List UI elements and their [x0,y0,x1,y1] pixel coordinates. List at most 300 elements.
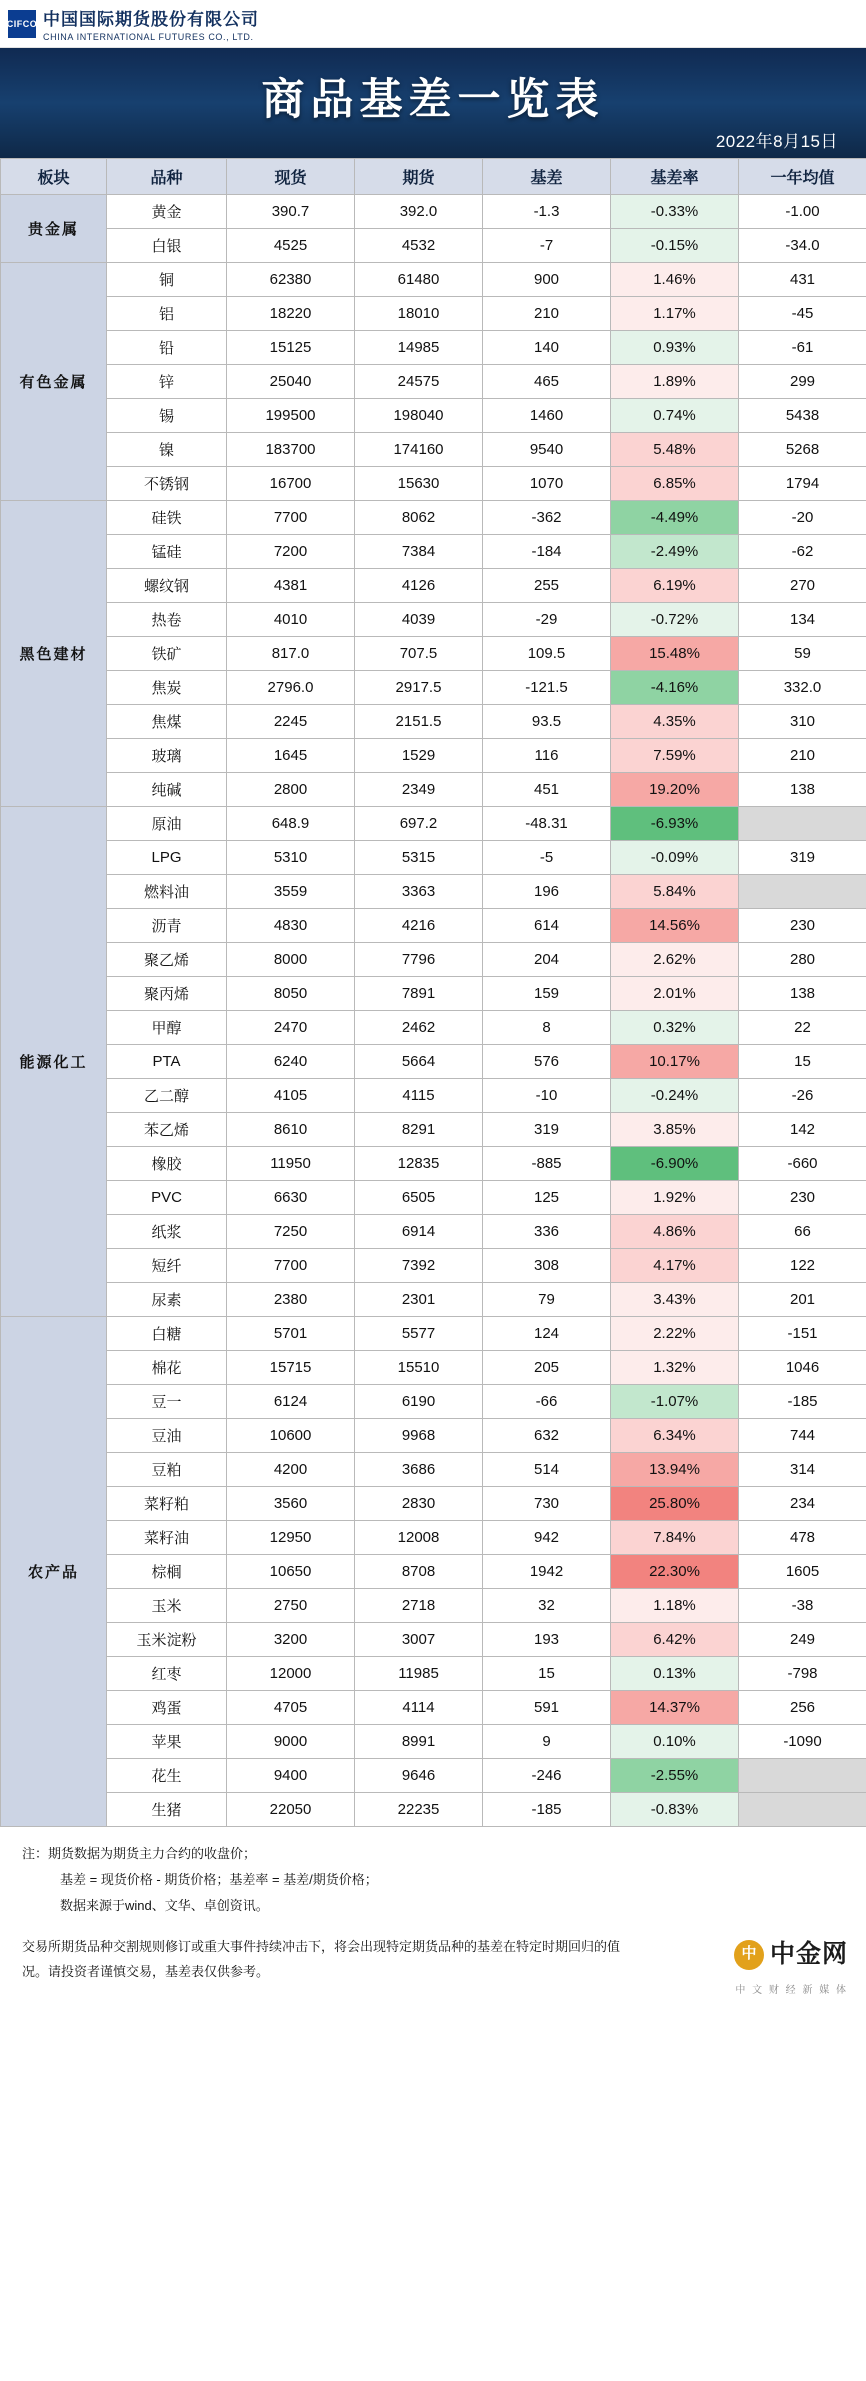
spot-cell: 1645 [227,739,355,773]
variety-cell: 不锈钢 [107,467,227,501]
report-date: 2022年8月15日 [715,132,838,151]
variety-cell: 棕榈 [107,1555,227,1589]
footer-block [0,1929,866,2010]
variety-cell: 甲醇 [107,1011,227,1045]
futures-cell: 9968 [355,1419,483,1453]
year-average-cell: 134 [739,603,866,637]
year-average-cell: -20 [739,501,866,535]
futures-cell: 14985 [355,331,483,365]
year-average-cell: 1605 [739,1555,866,1589]
variety-cell: 燃料油 [107,875,227,909]
table-row [1,671,866,705]
spot-cell: 2750 [227,1589,355,1623]
year-average-cell: 319 [739,841,866,875]
basis-cell: 196 [483,875,611,909]
table-row [1,263,866,297]
year-average-cell: 22 [739,1011,866,1045]
table-row [1,1181,866,1215]
table-row [1,739,866,773]
basis-rate-cell: 0.10% [611,1725,739,1759]
futures-cell: 6190 [355,1385,483,1419]
table-row [1,807,866,841]
header-basis: 基差 [483,159,611,195]
variety-cell: 螺纹钢 [107,569,227,603]
header-sector: 板块 [1,159,107,195]
company-name-en: CHINA INTERNATIONAL FUTURES CO., LTD. [43,32,254,42]
year-average-cell: 431 [739,263,866,297]
spot-cell: 3559 [227,875,355,909]
spot-cell: 8050 [227,977,355,1011]
basis-cell: 900 [483,263,611,297]
year-average-cell [739,807,866,841]
futures-cell: 15630 [355,467,483,501]
spot-cell: 11950 [227,1147,355,1181]
variety-cell: 橡胶 [107,1147,227,1181]
spot-cell: 4200 [227,1453,355,1487]
variety-cell: 焦煤 [107,705,227,739]
variety-cell: 白银 [107,229,227,263]
variety-cell: 铁矿 [107,637,227,671]
table-row [1,1419,866,1453]
futures-cell: 6505 [355,1181,483,1215]
variety-cell: 铜 [107,263,227,297]
futures-cell: 2301 [355,1283,483,1317]
basis-cell: 15 [483,1657,611,1691]
futures-cell: 8991 [355,1725,483,1759]
variety-cell: 热卷 [107,603,227,637]
company-logo: CIFCO [8,10,36,38]
futures-cell: 2462 [355,1011,483,1045]
sector-cell: 黑色建材 [1,501,107,807]
futures-cell: 4115 [355,1079,483,1113]
spot-cell: 390.7 [227,195,355,229]
header-year-avg: 一年均值 [739,159,866,195]
spot-cell: 12950 [227,1521,355,1555]
year-average-cell: 230 [739,909,866,943]
futures-cell: 5664 [355,1045,483,1079]
spot-cell: 2800 [227,773,355,807]
basis-cell: 576 [483,1045,611,1079]
futures-cell: 697.2 [355,807,483,841]
variety-cell: 菜籽油 [107,1521,227,1555]
note-line-2: 基差 = 现货价格 - 期货价格；基差率 = 基差/期货价格； [60,1872,378,1887]
year-average-cell: -61 [739,331,866,365]
footer-line-1: 交易所期货品种交割规则修订或重大事件持续冲击下，将会出现特定期货品种的基差在特定时期回归的值 [22,1939,621,1954]
sector-cell: 有色金属 [1,263,107,501]
table-row [1,331,866,365]
table-row [1,1045,866,1079]
spot-cell: 4105 [227,1079,355,1113]
table-header [1,159,866,195]
spot-cell: 7250 [227,1215,355,1249]
basis-rate-cell: -4.16% [611,671,739,705]
variety-cell: 纯碱 [107,773,227,807]
basis-cell: -29 [483,603,611,637]
basis-rate-cell: 14.56% [611,909,739,943]
basis-cell: -246 [483,1759,611,1793]
spot-cell: 4525 [227,229,355,263]
basis-cell: -184 [483,535,611,569]
variety-cell: 豆粕 [107,1453,227,1487]
table-row [1,229,866,263]
basis-cell: 116 [483,739,611,773]
variety-cell: 锡 [107,399,227,433]
header-row [1,159,866,195]
basis-cell: -362 [483,501,611,535]
variety-cell: 硅铁 [107,501,227,535]
basis-rate-cell: 3.43% [611,1283,739,1317]
page-title: 商品基差一览表 [261,76,605,124]
futures-cell: 6914 [355,1215,483,1249]
table-row [1,1555,866,1589]
futures-cell: 2349 [355,773,483,807]
spot-cell: 2796.0 [227,671,355,705]
basis-rate-cell: 0.74% [611,399,739,433]
variety-cell: 沥青 [107,909,227,943]
table-row [1,1249,866,1283]
futures-cell: 7891 [355,977,483,1011]
variety-cell: 花生 [107,1759,227,1793]
spot-cell: 12000 [227,1657,355,1691]
futures-cell: 1529 [355,739,483,773]
futures-cell: 5577 [355,1317,483,1351]
basis-rate-cell: 6.42% [611,1623,739,1657]
futures-cell: 11985 [355,1657,483,1691]
basis-cell: 632 [483,1419,611,1453]
variety-cell: 白糖 [107,1317,227,1351]
basis-rate-cell: 6.34% [611,1419,739,1453]
basis-rate-cell: 4.86% [611,1215,739,1249]
variety-cell: 玉米 [107,1589,227,1623]
spot-cell: 15125 [227,331,355,365]
year-average-cell: -38 [739,1589,866,1623]
year-average-cell: 478 [739,1521,866,1555]
variety-cell: 聚乙烯 [107,943,227,977]
basis-rate-cell: 0.32% [611,1011,739,1045]
table-row [1,943,866,977]
basis-rate-cell: 0.13% [611,1657,739,1691]
basis-rate-cell: 2.01% [611,977,739,1011]
title-banner [0,48,866,158]
futures-cell: 2718 [355,1589,483,1623]
sector-cell: 农产品 [1,1317,107,1827]
futures-cell: 2917.5 [355,671,483,705]
basis-cell: 255 [483,569,611,603]
table-row [1,1487,866,1521]
basis-cell: 109.5 [483,637,611,671]
variety-cell: 尿素 [107,1283,227,1317]
year-average-cell: -62 [739,535,866,569]
year-average-cell: -45 [739,297,866,331]
table-row [1,467,866,501]
futures-cell: 4039 [355,603,483,637]
basis-cell: -121.5 [483,671,611,705]
futures-cell: 2830 [355,1487,483,1521]
basis-rate-cell: 22.30% [611,1555,739,1589]
basis-rate-cell: -1.07% [611,1385,739,1419]
site-logo-mark: 中 [734,1940,764,1970]
basis-rate-cell: 1.32% [611,1351,739,1385]
table-row [1,1657,866,1691]
table-row [1,1623,866,1657]
basis-cell: -7 [483,229,611,263]
table-row [1,297,866,331]
basis-cell: 451 [483,773,611,807]
spot-cell: 648.9 [227,807,355,841]
table-row [1,501,866,535]
header-variety: 品种 [107,159,227,195]
year-average-cell: 138 [739,977,866,1011]
basis-cell: 614 [483,909,611,943]
basis-rate-cell: 14.37% [611,1691,739,1725]
basis-rate-cell: -0.83% [611,1793,739,1827]
variety-cell: 铝 [107,297,227,331]
basis-cell: 591 [483,1691,611,1725]
spot-cell: 5310 [227,841,355,875]
variety-cell: 豆油 [107,1419,227,1453]
table-row [1,1283,866,1317]
futures-cell: 8708 [355,1555,483,1589]
spot-cell: 7700 [227,501,355,535]
spot-cell: 4830 [227,909,355,943]
basis-rate-cell: 0.93% [611,331,739,365]
table-row [1,433,866,467]
futures-cell: 8062 [355,501,483,535]
futures-cell: 4114 [355,1691,483,1725]
spot-cell: 4010 [227,603,355,637]
table-row [1,1351,866,1385]
table-row [1,399,866,433]
table-row [1,535,866,569]
basis-cell: -66 [483,1385,611,1419]
futures-cell: 22235 [355,1793,483,1827]
spot-cell: 4705 [227,1691,355,1725]
basis-rate-cell: 5.48% [611,433,739,467]
year-average-cell: -660 [739,1147,866,1181]
year-average-cell: -26 [739,1079,866,1113]
basis-cell: -5 [483,841,611,875]
spot-cell: 2245 [227,705,355,739]
variety-cell: 红枣 [107,1657,227,1691]
year-average-cell: 280 [739,943,866,977]
basis-cell: 32 [483,1589,611,1623]
variety-cell: 焦炭 [107,671,227,705]
company-name-block [43,5,259,42]
note-line-3: 数据来源于wind、文华、卓创资讯。 [60,1898,269,1913]
year-average-cell: -34.0 [739,229,866,263]
table-row [1,1691,866,1725]
table-row [1,569,866,603]
basis-rate-cell: -6.90% [611,1147,739,1181]
basis-cell: 124 [483,1317,611,1351]
spot-cell: 9000 [227,1725,355,1759]
spot-cell: 5701 [227,1317,355,1351]
year-average-cell: 314 [739,1453,866,1487]
futures-cell: 7796 [355,943,483,977]
basis-rate-cell: 2.22% [611,1317,739,1351]
year-average-cell: 234 [739,1487,866,1521]
spot-cell: 16700 [227,467,355,501]
spot-cell: 6240 [227,1045,355,1079]
year-average-cell: 142 [739,1113,866,1147]
table-row [1,1385,866,1419]
variety-cell: 菜籽粕 [107,1487,227,1521]
year-average-cell [739,1759,866,1793]
table-row [1,705,866,739]
futures-cell: 61480 [355,263,483,297]
sector-cell: 贵金属 [1,195,107,263]
variety-cell: 铅 [107,331,227,365]
basis-cell: 730 [483,1487,611,1521]
basis-rate-cell: -2.55% [611,1759,739,1793]
year-average-cell: 122 [739,1249,866,1283]
site-logo-name: 中金网 [769,1939,848,1968]
spot-cell: 2470 [227,1011,355,1045]
spot-cell: 6630 [227,1181,355,1215]
futures-cell: 4532 [355,229,483,263]
spot-cell: 4381 [227,569,355,603]
table-row [1,773,866,807]
note-line-1: 注：期货数据为期货主力合约的收盘价； [22,1846,257,1861]
futures-cell: 12835 [355,1147,483,1181]
variety-cell: 乙二醇 [107,1079,227,1113]
basis-cell: 1070 [483,467,611,501]
variety-cell: PTA [107,1045,227,1079]
basis-cell: 9 [483,1725,611,1759]
table-row [1,841,866,875]
year-average-cell: -185 [739,1385,866,1419]
spot-cell: 7200 [227,535,355,569]
basis-rate-cell: 4.35% [611,705,739,739]
year-average-cell: 201 [739,1283,866,1317]
basis-rate-cell: 5.84% [611,875,739,909]
table-row [1,1113,866,1147]
year-average-cell: 230 [739,1181,866,1215]
basis-rate-cell: 6.85% [611,467,739,501]
year-average-cell: -798 [739,1657,866,1691]
basis-rate-cell: 1.18% [611,1589,739,1623]
futures-cell: 8291 [355,1113,483,1147]
basis-cell: 93.5 [483,705,611,739]
sector-cell: 能源化工 [1,807,107,1317]
basis-cell: 336 [483,1215,611,1249]
basis-rate-cell: 2.62% [611,943,739,977]
basis-cell: 942 [483,1521,611,1555]
spot-cell: 8000 [227,943,355,977]
variety-cell: 锌 [107,365,227,399]
variety-cell: 短纤 [107,1249,227,1283]
spot-cell: 10650 [227,1555,355,1589]
table-row [1,1793,866,1827]
variety-cell: 黄金 [107,195,227,229]
basis-cell: 193 [483,1623,611,1657]
table-row [1,365,866,399]
basis-rate-cell: 1.89% [611,365,739,399]
basis-cell: 210 [483,297,611,331]
basis-cell: 159 [483,977,611,1011]
variety-cell: 苹果 [107,1725,227,1759]
basis-cell: 1460 [483,399,611,433]
basis-rate-cell: 19.20% [611,773,739,807]
basis-cell: 204 [483,943,611,977]
variety-cell: 镍 [107,433,227,467]
basis-rate-cell: 10.17% [611,1045,739,1079]
basis-cell: 308 [483,1249,611,1283]
basis-cell: 8 [483,1011,611,1045]
variety-cell: 纸浆 [107,1215,227,1249]
spot-cell: 817.0 [227,637,355,671]
site-logo-sub: 中 文 财 经 新 媒 体 [735,1985,848,1997]
basis-rate-cell: -6.93% [611,807,739,841]
brand-bar [0,0,866,48]
year-average-cell: 332.0 [739,671,866,705]
variety-cell: LPG [107,841,227,875]
spot-cell: 8610 [227,1113,355,1147]
futures-cell: 3686 [355,1453,483,1487]
spot-cell: 199500 [227,399,355,433]
futures-cell: 12008 [355,1521,483,1555]
basis-cell: -885 [483,1147,611,1181]
basis-cell: -10 [483,1079,611,1113]
company-name-cn: 中国国际期货股份有限公司 [43,10,259,29]
table-row [1,195,866,229]
spot-cell: 6124 [227,1385,355,1419]
basis-cell: -1.3 [483,195,611,229]
header-futures: 期货 [355,159,483,195]
futures-cell: 2151.5 [355,705,483,739]
futures-cell: 392.0 [355,195,483,229]
year-average-cell: 299 [739,365,866,399]
futures-cell: 174160 [355,433,483,467]
basis-rate-cell: -0.33% [611,195,739,229]
year-average-cell: 138 [739,773,866,807]
year-average-cell: 15 [739,1045,866,1079]
basis-rate-cell: -2.49% [611,535,739,569]
basis-cell: -185 [483,1793,611,1827]
basis-rate-cell: 1.17% [611,297,739,331]
basis-cell: 205 [483,1351,611,1385]
basis-cell: 1942 [483,1555,611,1589]
year-average-cell: 1046 [739,1351,866,1385]
basis-rate-cell: 6.19% [611,569,739,603]
table-row [1,875,866,909]
year-average-cell [739,875,866,909]
spot-cell: 9400 [227,1759,355,1793]
basis-cell: 125 [483,1181,611,1215]
year-average-cell: 310 [739,705,866,739]
futures-cell: 15510 [355,1351,483,1385]
spot-cell: 3200 [227,1623,355,1657]
basis-rate-cell: 1.46% [611,263,739,297]
basis-rate-cell: 1.92% [611,1181,739,1215]
year-average-cell: 5438 [739,399,866,433]
basis-rate-cell: 13.94% [611,1453,739,1487]
basis-cell: 319 [483,1113,611,1147]
table-row [1,1079,866,1113]
spot-cell: 3560 [227,1487,355,1521]
basis-cell: 140 [483,331,611,365]
year-average-cell: 256 [739,1691,866,1725]
year-average-cell: 66 [739,1215,866,1249]
year-average-cell: 210 [739,739,866,773]
basis-rate-cell: -0.24% [611,1079,739,1113]
variety-cell: 锰硅 [107,535,227,569]
futures-cell: 7384 [355,535,483,569]
year-average-cell: -1.00 [739,195,866,229]
variety-cell: PVC [107,1181,227,1215]
variety-cell: 玉米淀粉 [107,1623,227,1657]
header-basis-rate: 基差率 [611,159,739,195]
